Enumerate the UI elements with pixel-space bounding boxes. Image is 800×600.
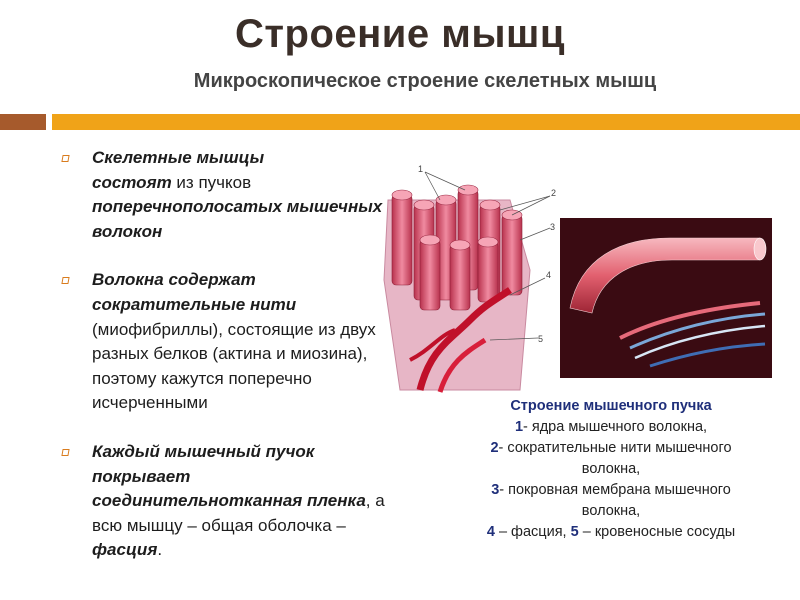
caption-line: [470, 438, 752, 480]
caption-number: 1: [514, 419, 524, 435]
caption-text: - ядра мышечного волокна,: [523, 419, 708, 435]
caption-title: Строение мышечного пучка: [510, 398, 712, 414]
figure-label: 2: [551, 188, 557, 198]
accent-bar-left: [0, 114, 46, 130]
bullet-text: , а всю мышцу – общая оболочка –: [92, 491, 385, 535]
muscle-bundle-illustration: [380, 160, 560, 400]
accent-bar-right: [52, 114, 800, 130]
page-subtitle: Микроскопическое строение скелетных мышц: [193, 70, 657, 92]
caption-number: 4: [486, 524, 495, 540]
bullet-item: [62, 440, 392, 563]
bullet-item: [62, 268, 392, 416]
caption-number: 5: [570, 524, 579, 540]
bullet-list: [62, 146, 392, 587]
figure-label: 3: [550, 222, 556, 232]
figure-label: 4: [546, 270, 552, 280]
bullet-em-text: поперечнополосатых мышечных волокон: [92, 197, 383, 241]
bullet-marker-icon: [61, 449, 69, 456]
page-title: Строение мышц: [235, 12, 565, 56]
bullet-em-text: Волокна содержат сократительные нити: [92, 270, 297, 314]
bullet-text: из пучков: [171, 172, 252, 192]
caption-text: – фасция,: [494, 524, 571, 540]
figure-label: 1: [418, 164, 424, 174]
bullet-marker-icon: [61, 277, 69, 284]
bullet-em-text: состоят: [92, 172, 172, 192]
bullet-em-text: фасция: [92, 540, 158, 560]
caption-text: – кровеносные сосуды: [578, 524, 736, 540]
bullet-marker-icon: [61, 155, 69, 162]
bullet-text: (миофибриллы), состоящие из двух разных белков (актина и миозина), поэтому кажутся поперечно исчерченными: [92, 319, 376, 413]
bullet-em-text: Скелетные мышцы: [92, 148, 265, 167]
caption-line: [470, 480, 752, 522]
figure-caption: [470, 396, 752, 543]
caption-number: 2: [490, 440, 499, 456]
caption-text: - сократительные нити мышечного волокна,: [498, 440, 732, 477]
bullet-text: .: [157, 540, 163, 560]
caption-text: - покровная мембрана мышечного волокна,: [499, 482, 731, 519]
caption-line: [470, 417, 752, 438]
caption-line: [470, 522, 752, 543]
muscle-fiber-illustration: [560, 218, 772, 378]
bullet-em-text: Каждый мышечный пучок покрывает соединительнотканная пленка: [92, 441, 366, 511]
bullet-item: [62, 146, 392, 244]
caption-number: 3: [491, 482, 500, 498]
figure-label: 5: [538, 334, 544, 344]
